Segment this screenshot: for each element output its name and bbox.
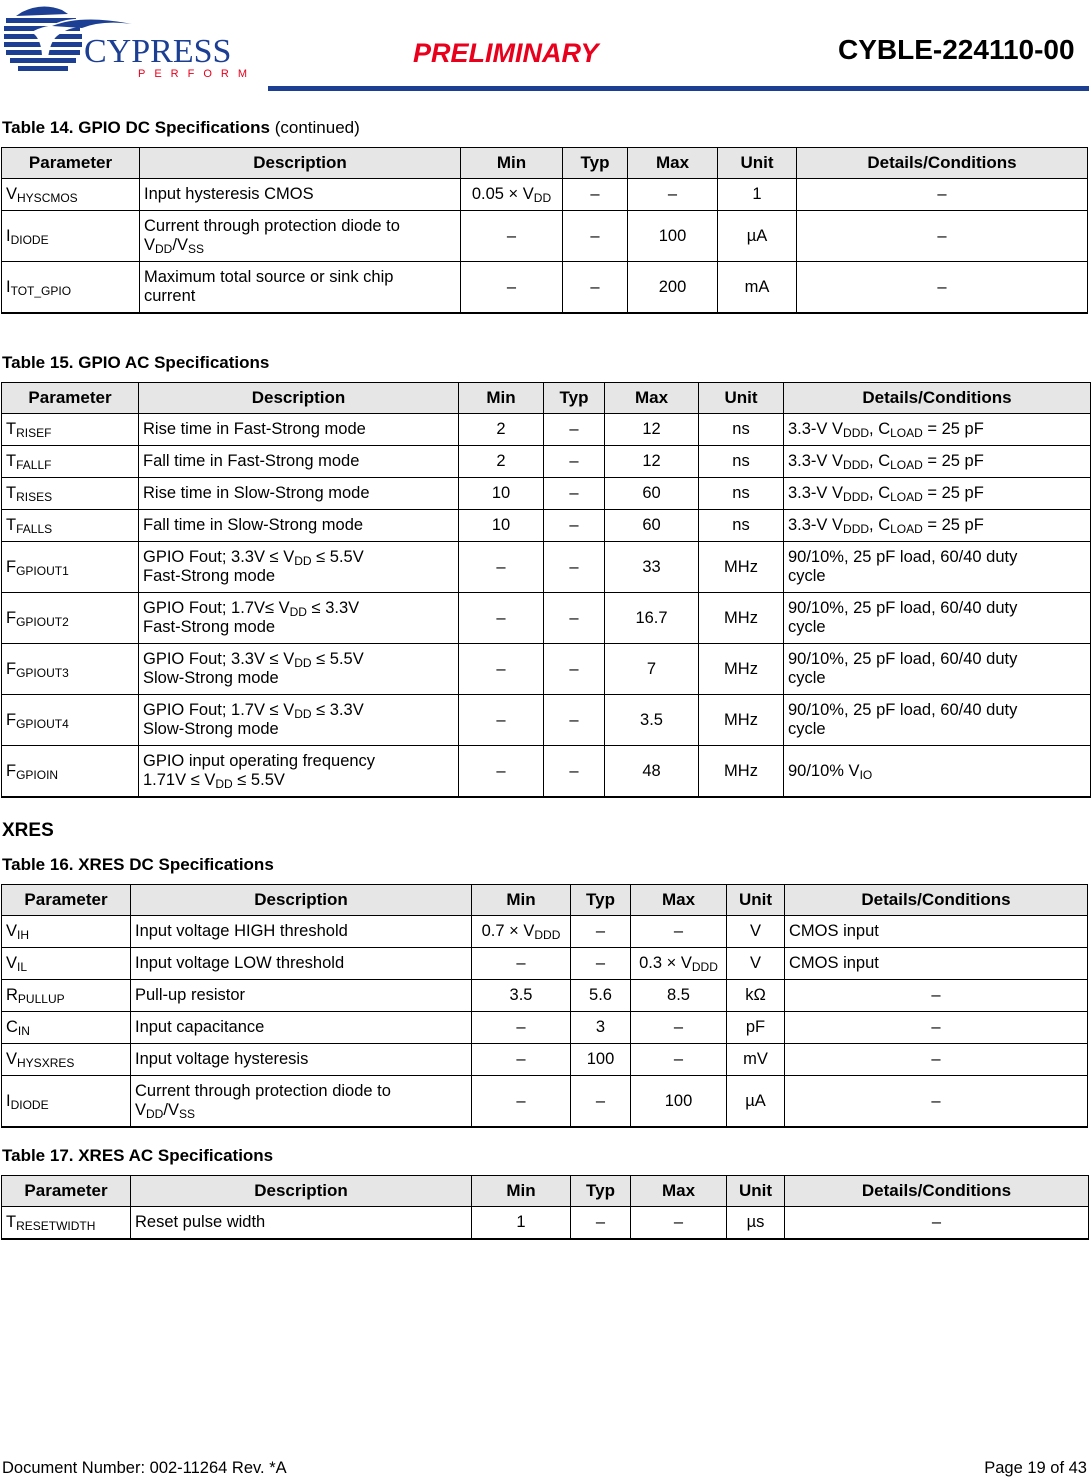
cell-typ: – <box>544 414 605 446</box>
column-header: Unit <box>727 885 785 916</box>
cell-description: Input voltage HIGH threshold <box>131 916 472 948</box>
column-header: Description <box>140 148 461 179</box>
cell-parameter: $I_{DIODE}$ <box>2 1076 131 1128</box>
cell-conditions: 90/10%, 25 pF load, 60/40 duty cycle <box>784 695 1091 746</box>
cell-typ: 5.6 <box>571 980 631 1012</box>
column-header: Typ <box>563 148 628 179</box>
cell-parameter: $F_{GPIOIN}$ <box>2 746 139 798</box>
table-row <box>2 980 1088 1012</box>
table-row <box>2 414 1091 446</box>
cell-conditions: 3.3-V $V_{DDD}$, $C_{LOAD} = 25$ pF <box>784 414 1091 446</box>
column-header: Max <box>631 885 727 916</box>
cell-conditions: – <box>785 1207 1089 1240</box>
cell-max: 60 <box>605 478 699 510</box>
cell-unit: V <box>727 948 785 980</box>
cell-conditions: CMOS input <box>785 916 1088 948</box>
table-row <box>2 916 1088 948</box>
cell-unit: ns <box>699 478 784 510</box>
cell-unit: MHz <box>699 746 784 798</box>
svg-text:CYPRESS: CYPRESS <box>84 33 232 70</box>
table15 <box>1 382 1091 798</box>
table-row: $I_{TOT\_GPIO}$ Maximum total source or sink chip current – – 200 mA – <box>2 262 1088 314</box>
cell-typ: – <box>544 542 605 593</box>
table-row <box>2 446 1091 478</box>
cell-description: GPIO Fout; $1.7V \le V_{DD} \le 3.3V$ Slow-Strong mode <box>139 695 459 746</box>
cell-max: 60 <box>605 510 699 542</box>
column-header: Details/Conditions <box>785 885 1088 916</box>
cell-description: Fall time in Slow-Strong mode <box>139 510 459 542</box>
cell-description: Reset pulse width <box>131 1207 472 1240</box>
cell-description: Input voltage hysteresis <box>131 1044 472 1076</box>
cell-max: 7 <box>605 644 699 695</box>
cell-description: GPIO input operating frequency $1.71V \le V_{DD} \le 5.5V$ <box>139 746 459 798</box>
cell-unit: V <box>727 916 785 948</box>
cell-max: – <box>631 1044 727 1076</box>
cell-description: Input voltage LOW threshold <box>131 948 472 980</box>
table-row <box>2 478 1091 510</box>
column-header: Typ <box>544 383 605 414</box>
cell-typ: – <box>544 510 605 542</box>
table-row: $I_{DIODE}$ Current through protection diode to $V_{DD}/V_{SS}$ – – 100 µA – <box>2 211 1088 262</box>
cell-unit: pF <box>727 1012 785 1044</box>
cell-parameter: $T_{FALLF}$ <box>2 446 139 478</box>
cell-min: – <box>472 1076 571 1128</box>
cell-parameter: $T_{RISEF}$ <box>2 414 139 446</box>
column-header: Min <box>461 148 563 179</box>
cell-typ: – <box>544 446 605 478</box>
cell-conditions: – <box>785 1012 1088 1044</box>
cell-max: – <box>631 1012 727 1044</box>
cell-max: 8.5 <box>631 980 727 1012</box>
cell-parameter: $F_{GPIOUT2}$ <box>2 593 139 644</box>
column-header: Typ <box>571 1176 631 1207</box>
cell-description: GPIO Fout; $1.7V\le V_{DD} \le 3.3V$ Fast-Strong mode <box>139 593 459 644</box>
cell-description: Input capacitance <box>131 1012 472 1044</box>
cell-typ: – <box>571 1076 631 1128</box>
column-header: Min <box>459 383 544 414</box>
cell-parameter: $V_{HYSXRES}$ <box>2 1044 131 1076</box>
table17 <box>1 1175 1089 1240</box>
document-id: CYBLE-224110-00 <box>838 34 1075 65</box>
cell-parameter: $V_{IH}$ <box>2 916 131 948</box>
table-row <box>2 593 1091 644</box>
cell-min: – <box>472 1044 571 1076</box>
column-header: Unit <box>718 148 797 179</box>
cell-unit: ns <box>699 510 784 542</box>
cell-max: $0.3 \times V_{DDD}$ <box>631 948 727 980</box>
column-header: Typ <box>571 885 631 916</box>
preliminary-label: PRELIMINARY <box>413 38 599 68</box>
cypress-logo <box>2 2 252 82</box>
cell-min: – <box>472 948 571 980</box>
cell-max: 12 <box>605 414 699 446</box>
cell-min: 2 <box>459 414 544 446</box>
table-row: $V_{HYSCMOS}$ Input hysteresis CMOS $0.05 \times V_{DD}$ – – 1 – <box>2 179 1088 211</box>
cell-min: – <box>459 542 544 593</box>
column-header: Unit <box>727 1176 785 1207</box>
table-row <box>2 542 1091 593</box>
table-row <box>2 1012 1088 1044</box>
cell-typ: – <box>571 1207 631 1240</box>
table14 <box>1 147 1088 314</box>
column-header: Description <box>131 1176 472 1207</box>
table-row <box>2 695 1091 746</box>
column-header: Min <box>472 885 571 916</box>
column-header: Parameter <box>2 383 139 414</box>
cell-conditions: – <box>785 1044 1088 1076</box>
cell-max: 12 <box>605 446 699 478</box>
cell-parameter: $T_{RISES}$ <box>2 478 139 510</box>
cell-min: – <box>459 644 544 695</box>
cell-description: Rise time in Slow-Strong mode <box>139 478 459 510</box>
cell-conditions: 3.3-V $V_{DDD}$, $C_{LOAD} = 25$ pF <box>784 446 1091 478</box>
cell-description: Pull-up resistor <box>131 980 472 1012</box>
column-header: Description <box>139 383 459 414</box>
table-row <box>2 746 1091 798</box>
cell-conditions: – <box>785 1076 1088 1128</box>
cell-max: – <box>631 1207 727 1240</box>
cell-max: – <box>631 916 727 948</box>
cell-parameter: $F_{GPIOUT4}$ <box>2 695 139 746</box>
table-row <box>2 1044 1088 1076</box>
cell-unit: kΩ <box>727 980 785 1012</box>
table16-caption: Table 16. XRES DC Specifications <box>2 855 274 874</box>
cell-parameter: $T_{FALLS}$ <box>2 510 139 542</box>
cell-min: 3.5 <box>472 980 571 1012</box>
table-row <box>2 510 1091 542</box>
column-header: Details/Conditions <box>785 1176 1089 1207</box>
cell-typ: – <box>571 948 631 980</box>
table14-caption: Table 14. GPIO DC Specifications (continued) <box>2 118 360 137</box>
cell-max: 3.5 <box>605 695 699 746</box>
cell-min: 1 <box>472 1207 571 1240</box>
column-header: Parameter <box>2 1176 131 1207</box>
table-row <box>2 1207 1089 1240</box>
document-number: Document Number: 002-11264 Rev. *A <box>2 1459 287 1477</box>
cell-min: 10 <box>459 510 544 542</box>
cell-typ: 3 <box>571 1012 631 1044</box>
cell-max: 33 <box>605 542 699 593</box>
cell-parameter: $R_{PULLUP}$ <box>2 980 131 1012</box>
cell-parameter: $V_{IL}$ <box>2 948 131 980</box>
cell-conditions: 90/10%, 25 pF load, 60/40 duty cycle <box>784 593 1091 644</box>
cell-conditions: 90/10%, 25 pF load, 60/40 duty cycle <box>784 542 1091 593</box>
cell-typ: – <box>544 695 605 746</box>
column-header: Unit <box>699 383 784 414</box>
cell-unit: µs <box>727 1207 785 1240</box>
cell-description: GPIO Fout; $3.3V \le V_{DD} \le 5.5V$ Fast-Strong mode <box>139 542 459 593</box>
column-header: Min <box>472 1176 571 1207</box>
cell-min: – <box>459 695 544 746</box>
cell-unit: MHz <box>699 542 784 593</box>
cell-description: Current through protection diode to $V_{DD}/V_{SS}$ <box>131 1076 472 1128</box>
cell-unit: mV <box>727 1044 785 1076</box>
cell-typ: – <box>544 746 605 798</box>
table17-caption: Table 17. XRES AC Specifications <box>2 1146 274 1165</box>
cell-conditions: 90/10% $V_{IO}$ <box>784 746 1091 798</box>
cell-parameter: $T_{RESETWIDTH}$ <box>2 1207 131 1240</box>
column-header: Max <box>605 383 699 414</box>
page-number: Page 19 of 43 <box>984 1459 1087 1477</box>
cell-description: GPIO Fout; $3.3V \le V_{DD} \le 5.5V$ Slow-Strong mode <box>139 644 459 695</box>
header-rule <box>268 86 1089 91</box>
column-header: Parameter <box>2 148 140 179</box>
cell-description: Fall time in Fast-Strong mode <box>139 446 459 478</box>
cell-typ: – <box>571 916 631 948</box>
cell-max: 48 <box>605 746 699 798</box>
cell-unit: ns <box>699 414 784 446</box>
table-row <box>2 644 1091 695</box>
cell-unit: MHz <box>699 644 784 695</box>
cell-parameter: $F_{GPIOUT3}$ <box>2 644 139 695</box>
cell-min: – <box>459 746 544 798</box>
cell-unit: MHz <box>699 593 784 644</box>
svg-text:PERFORM: PERFORM <box>138 68 252 80</box>
cell-conditions: 3.3-V $V_{DDD}$, $C_{LOAD} = 25$ pF <box>784 478 1091 510</box>
column-header: Parameter <box>2 885 131 916</box>
column-header: Max <box>628 148 718 179</box>
cell-unit: MHz <box>699 695 784 746</box>
cell-parameter: $C_{IN}$ <box>2 1012 131 1044</box>
column-header: Max <box>631 1176 727 1207</box>
table15-caption: Table 15. GPIO AC Specifications <box>2 353 270 372</box>
cell-typ: 100 <box>571 1044 631 1076</box>
cell-description: Rise time in Fast-Strong mode <box>139 414 459 446</box>
cell-typ: – <box>544 593 605 644</box>
section-heading: XRES <box>2 820 54 841</box>
cell-conditions: 90/10%, 25 pF load, 60/40 duty cycle <box>784 644 1091 695</box>
cell-typ: – <box>544 644 605 695</box>
column-header: Description <box>131 885 472 916</box>
cell-max: 100 <box>631 1076 727 1128</box>
cell-unit: µA <box>727 1076 785 1128</box>
cell-unit: ns <box>699 446 784 478</box>
table-row <box>2 948 1088 980</box>
cell-conditions: – <box>785 980 1088 1012</box>
cell-parameter: $F_{GPIOUT1}$ <box>2 542 139 593</box>
table-row <box>2 1076 1088 1128</box>
cell-conditions: CMOS input <box>785 948 1088 980</box>
cell-min: – <box>472 1012 571 1044</box>
cell-min: $0.7 \times V_{DDD}$ <box>472 916 571 948</box>
table16 <box>1 884 1088 1128</box>
cell-conditions: 3.3-V $V_{DDD}$, $C_{LOAD} = 25$ pF <box>784 510 1091 542</box>
column-header: Details/Conditions <box>797 148 1088 179</box>
cell-min: 2 <box>459 446 544 478</box>
cell-min: 10 <box>459 478 544 510</box>
column-header: Details/Conditions <box>784 383 1091 414</box>
cell-max: 16.7 <box>605 593 699 644</box>
cell-min: – <box>459 593 544 644</box>
cell-typ: – <box>544 478 605 510</box>
